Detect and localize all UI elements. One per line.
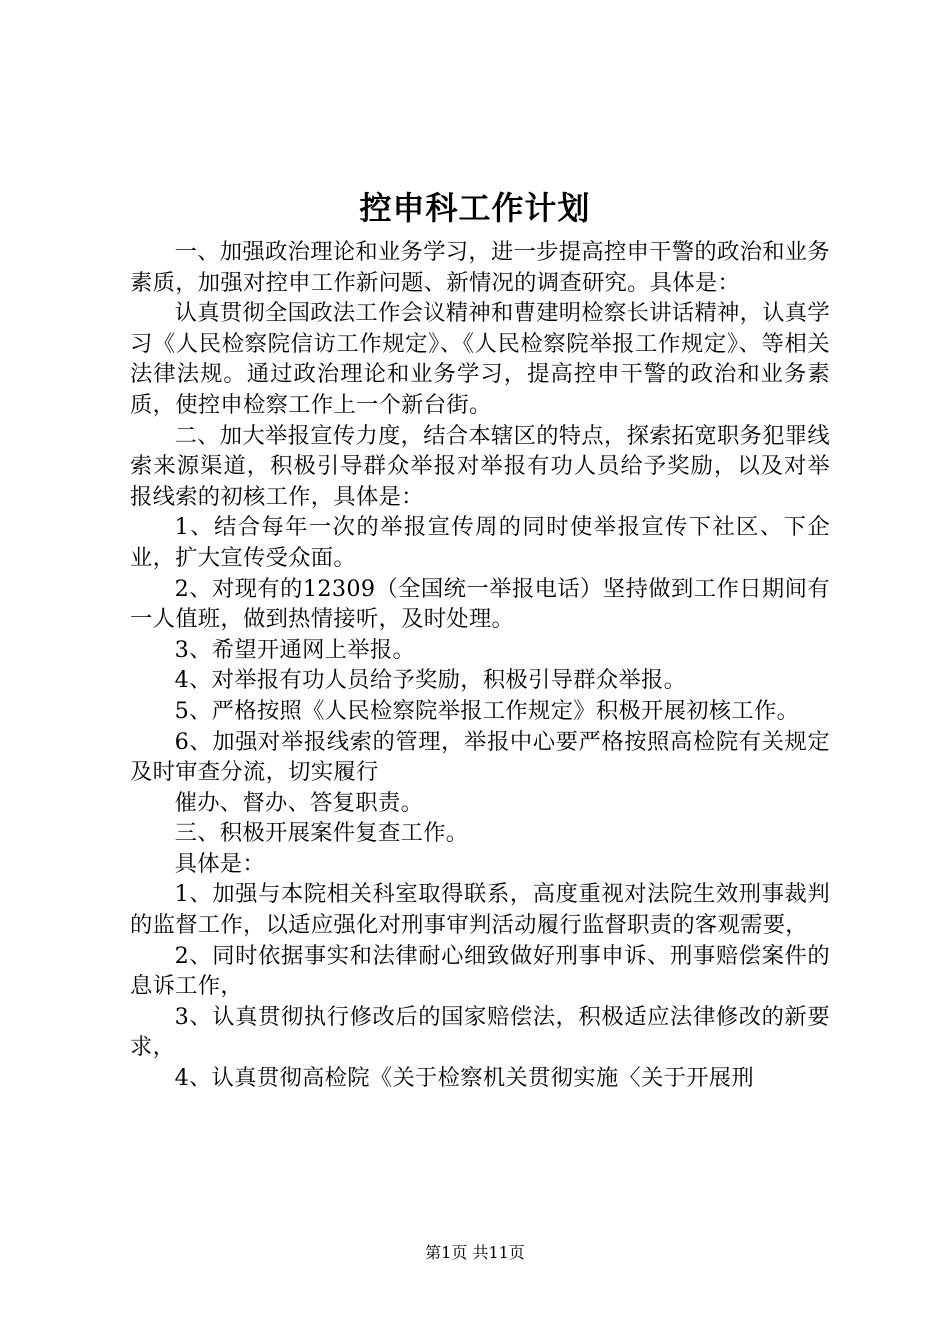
paragraph: 具体是：	[174, 850, 265, 877]
paragraph: 认真贯彻全国政法工作会议精神和曹建明检察长讲话精神，认真学习《人民检察院信访工作规定》、《人民检察院举报工作规定》、等相关法律法规。通过政治理论和业务学习，提高控申干警的政治和业务素质，使控申检察工作上一个新台街。	[130, 300, 830, 418]
document-body	[130, 237, 830, 1094]
paragraph: 2、同时依据事实和法律耐心细致做好刑事申诉、刑事赔偿案件的息诉工作，	[130, 942, 830, 1000]
paragraph: 5、严格按照《人民检察院举报工作规定》积极开展初核工作。	[174, 697, 800, 724]
paragraph: 4、对举报有功人员给予奖励，积极引导群众举报。	[174, 667, 687, 694]
paragraph: 3、认真贯彻执行修改后的国家赔偿法，积极适应法律修改的新要求，	[130, 1003, 830, 1061]
paragraph: 1、加强与本院相关科室取得联系，高度重视对法院生效刑事裁判的监督工作，以适应强化对刑事审判活动履行监督职责的客观需要，	[130, 881, 830, 939]
paragraph: 一、加强政治理论和业务学习，进一步提高控申干警的政治和业务素质，加强对控申工作新问题、新情况的调查研究。具体是：	[130, 239, 830, 296]
paragraph: 2、对现有的12309（全国统一举报电话）坚持做到工作日期间有一人值班，做到热情接听，及时处理。	[130, 575, 830, 633]
paragraph: 1、结合每年一次的举报宣传周的同时使举报宣传下社区、下企业，扩大宣传受众面。	[130, 514, 830, 571]
paragraph: 4、认真贯彻高检院《关于检察机关贯彻实施〈关于开展刑	[174, 1065, 755, 1092]
page-number: 第1页 共11页	[425, 1243, 525, 1262]
paragraph: 3、希望开通网上举报。	[174, 636, 416, 663]
paragraph: 催办、督办、答复职责。	[174, 789, 424, 816]
section-heading: 三、积极开展案件复查工作。	[174, 820, 469, 847]
paragraph: 二、加大举报宣传力度，结合本辖区的特点，探索拓宽职务犯罪线索来源渠道，积极引导群众举报对举报有功人员给予奖励，以及对举报线索的初核工作，具体是：	[130, 422, 830, 510]
document-title: 控申科工作计划	[359, 189, 591, 227]
paragraph: 6、加强对举报线索的管理，举报中心要严格按照高检院有关规定及时审查分流，切实履行	[130, 728, 830, 786]
